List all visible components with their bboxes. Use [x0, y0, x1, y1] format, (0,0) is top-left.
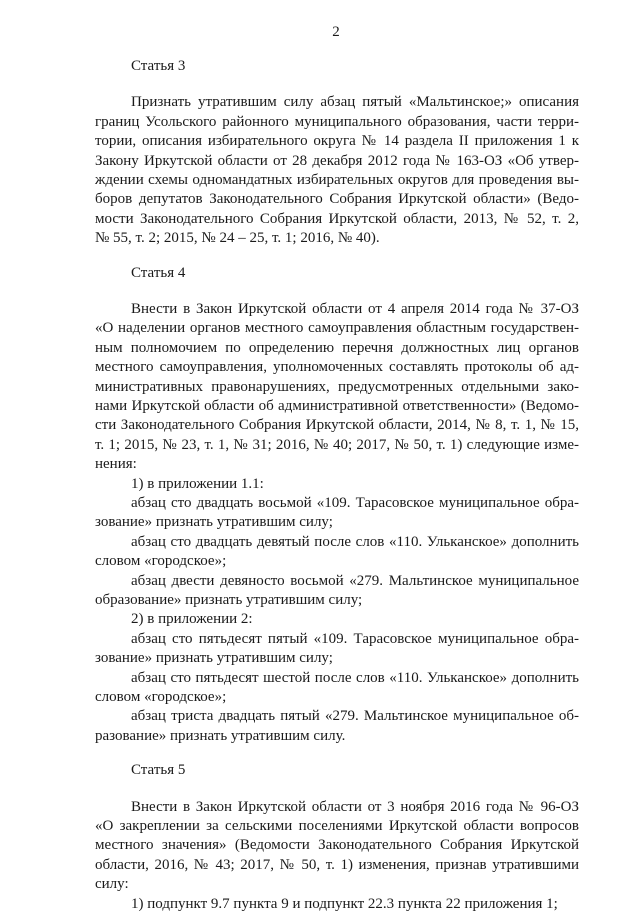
article-4-line: т. 1; 2015, № 23, т. 1, № 31; 2016, № 40; 2017, № 50, т. 1) следующие изме- [95, 436, 579, 453]
article-4-line: министративных правонарушениях, предусмотренных отдельными зако- [95, 378, 579, 395]
article-4-line: абзац сто двадцать девятый после слов «110. Ульканское» дополнить [131, 533, 579, 550]
article-3-line: границ Усольского районного муниципального образования, части терри- [95, 113, 579, 130]
article-4-line: образование» признать утратившим силу; [95, 592, 363, 608]
article-5-heading: Статья 5 [131, 762, 186, 779]
article-4-line: 1) в приложении 1.1: [131, 475, 264, 492]
article-4-line: зование» признать утратившим силу; [95, 514, 333, 531]
article-4-line: сти Законодательного Собрания Иркутской области, 2014, № 8, т. 1, № 15, [95, 417, 579, 434]
article-4-line: «О наделении органов местного самоуправления областным государствен- [95, 320, 579, 337]
article-4-line: 2) в приложении 2: [131, 611, 253, 628]
article-4-line: местного самоуправления, уполномоченных составлять протоколы об ад- [95, 359, 579, 376]
article-4-line: разование» признать утратившим силу. [95, 727, 346, 744]
article-3-line: № 55, т. 2; 2015, № 24 – 25, т. 1; 2016, № 40). [95, 230, 380, 247]
article-4-line: абзац двести девяносто восьмой «279. Мальтинское муниципальное [131, 572, 579, 589]
article-5-line: Внести в Закон Иркутской области от 3 ноября 2016 года № 96-ОЗ [131, 798, 579, 815]
article-5-line: местного значения» (Ведомости Законодательного Собрания Иркутской [95, 837, 579, 854]
article-3-line: Признать утратившим силу абзац пятый «Мальтинское;» описания [131, 94, 579, 111]
article-4-heading: Статья 4 [131, 264, 186, 281]
page-number: 2 [332, 24, 340, 40]
article-4-line: нами Иркутской области об административной ответственности» (Ведомо- [95, 398, 579, 414]
article-4-line: абзац триста двадцать пятый «279. Мальтинское муниципальное об- [131, 708, 579, 725]
article-5-line: области, 2016, № 43; 2017, № 50, т. 1) изменения, признав утратившими [95, 856, 579, 873]
article-3-heading: Статья 3 [131, 58, 186, 74]
article-4-line: абзац сто двадцать восьмой «109. Тарасовское муниципальное обра- [131, 495, 579, 511]
article-3-line: мости Законодательного Собрания Иркутской области, 2013, № 52, т. 2, [95, 210, 579, 227]
article-5-line: 1) подпункт 9.7 пункта 9 и подпункт 22.3 пункта 22 приложения 1; [131, 895, 558, 912]
article-3-line: ждении схемы одномандатных избирательных округов для проведения вы- [95, 172, 579, 188]
article-5-line: силу: [95, 876, 129, 893]
article-4-line: словом «городское»; [95, 689, 227, 705]
article-5-line: «О закреплении за сельскими поселениями Иркутской области вопросов [95, 818, 579, 834]
article-4-line: ным полномочием по определению перечня должностных лиц органов [95, 339, 579, 356]
article-3-line: Закону Иркутской области от 28 декабря 2012 года № 163-ОЗ «Об утвер- [95, 152, 579, 169]
article-4-line: абзац сто пятьдесят шестой после слов «110. Ульканское» дополнить [131, 669, 579, 686]
article-4-line: нения: [95, 456, 137, 473]
article-4-line: словом «городское»; [95, 553, 227, 570]
article-4-line: зование» признать утратившим силу; [95, 650, 333, 667]
article-4-line: Внести в Закон Иркутской области от 4 апреля 2014 года № 37-ОЗ [131, 301, 579, 317]
article-3-line: боров депутатов Законодательного Собрания Иркутской области» (Ведо- [95, 191, 579, 208]
article-3-line: тории, описания избирательного округа № 14 раздела II приложения 1 к [95, 133, 579, 150]
article-4-line: абзац сто пятьдесят пятый «109. Тарасовское муниципальное обра- [131, 630, 579, 647]
